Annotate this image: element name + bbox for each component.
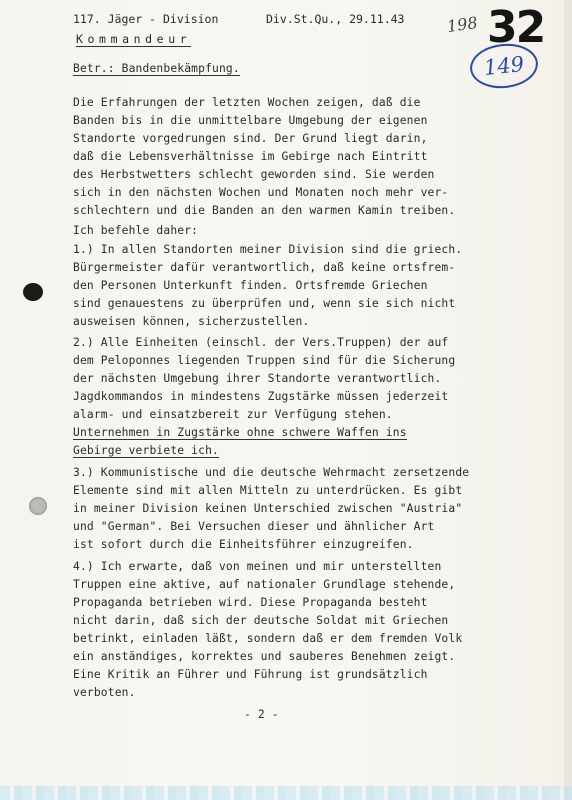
text-line: dem Peloponnes liegenden Truppen sind für die Sicherung bbox=[73, 354, 456, 367]
text-line: Bürgermeister dafür verantwortlich, daß keine ortsfrem- bbox=[73, 261, 456, 274]
subject-text: Betr.: Bandenbekämpfung. bbox=[73, 62, 240, 75]
underlined-text-line bbox=[73, 444, 219, 457]
place-date: Div.St.Qu., 29.11.43 bbox=[266, 12, 405, 26]
text-line: daß die Lebensverhältnisse im Gebirge nach Eintritt bbox=[73, 150, 428, 163]
text-line: 2.) Alle Einheiten (einschl. der Vers.Truppen) der auf bbox=[73, 336, 449, 349]
division-heading: 117. Jäger - Division bbox=[73, 12, 219, 26]
page-number: - 2 - bbox=[244, 708, 279, 721]
page-edge-shadow bbox=[564, 0, 572, 800]
subject-line bbox=[73, 62, 240, 75]
text-line: sich in den nächsten Wochen und Monaten noch mehr ver- bbox=[73, 186, 449, 199]
text-line: Standorte vorgedrungen sind. Der Grund liegt darin, bbox=[73, 132, 428, 145]
text-line: Eine Kritik an Führer und Führung ist grundsätzlich bbox=[73, 668, 428, 681]
text-line: der nächsten Umgebung ihrer Standorte verantwortlich. bbox=[73, 372, 442, 385]
text-line: ist sofort durch die Einheitsführer einzugreifen. bbox=[73, 538, 414, 551]
folio-stamp: 32 bbox=[487, 2, 545, 53]
text-line: des Herbstwetters schlecht geworden sind. Sie werden bbox=[73, 168, 435, 181]
text-line: Die Erfahrungen der letzten Wochen zeigen, daß die bbox=[73, 96, 421, 109]
text-line: Banden bis in die unmittelbare Umgebung der eigenen bbox=[73, 114, 428, 127]
circled-number-text: 149 bbox=[482, 51, 526, 81]
text-line: und "German". Bei Versuchen dieser und ähnlicher Art bbox=[73, 520, 435, 533]
text-line: 1.) In allen Standorten meiner Division sind die griech. bbox=[73, 243, 463, 256]
text-line: in meiner Division keinen Unterschied zwischen "Austria" bbox=[73, 502, 463, 515]
office-heading: Kommandeur bbox=[76, 32, 192, 46]
text-line: nicht darin, daß sich der deutsche Soldat mit Griechen bbox=[73, 614, 449, 627]
punch-hole-mark bbox=[23, 283, 43, 301]
text-line: 3.) Kommunistische und die deutsche Wehrmacht zersetzende bbox=[73, 466, 470, 479]
text-line: alarm- und einsatzbereit zur Verfügung stehen. bbox=[73, 408, 393, 421]
text-line: ein anständiges, korrektes und sauberes Benehmen zeigt. bbox=[73, 650, 456, 663]
text-line: ausweisen können, sicherzustellen. bbox=[73, 315, 310, 328]
text-line: sind genauestens zu überprüfen und, wenn sie sich nicht bbox=[73, 297, 456, 310]
text-line: Ich befehle daher: bbox=[73, 224, 199, 237]
text-line: Truppen eine aktive, auf nationaler Grundlage stehende, bbox=[73, 578, 456, 591]
punch-hole-mark bbox=[29, 497, 47, 515]
text-line: schlechtern und die Banden an den warmen Kamin treiben. bbox=[73, 204, 456, 217]
text-line: Propaganda betrieben wird. Diese Propaganda besteht bbox=[73, 596, 428, 609]
underlined-text: Gebirge verbiete ich. bbox=[73, 444, 219, 457]
underlined-text-line bbox=[73, 426, 407, 439]
text-line: Elemente sind mit allen Mitteln zu unterdrücken. Es gibt bbox=[73, 484, 463, 497]
text-line: verboten. bbox=[73, 686, 136, 699]
text-line: 4.) Ich erwarte, daß von meinen und mir unterstellten bbox=[73, 560, 442, 573]
text-line: Jagdkommandos in mindestens Zugstärke müssen jederzeit bbox=[73, 390, 449, 403]
text-line: betrinkt, einladen läßt, sondern daß er dem fremden Volk bbox=[73, 632, 463, 645]
underlined-text: Unternehmen in Zugstärke ohne schwere Waffen ins bbox=[73, 426, 407, 439]
scan-edge-strip bbox=[0, 786, 572, 800]
text-line: den Personen Unterkunft finden. Ortsfremde Griechen bbox=[73, 279, 428, 292]
handwritten-number: 198 bbox=[445, 12, 479, 37]
